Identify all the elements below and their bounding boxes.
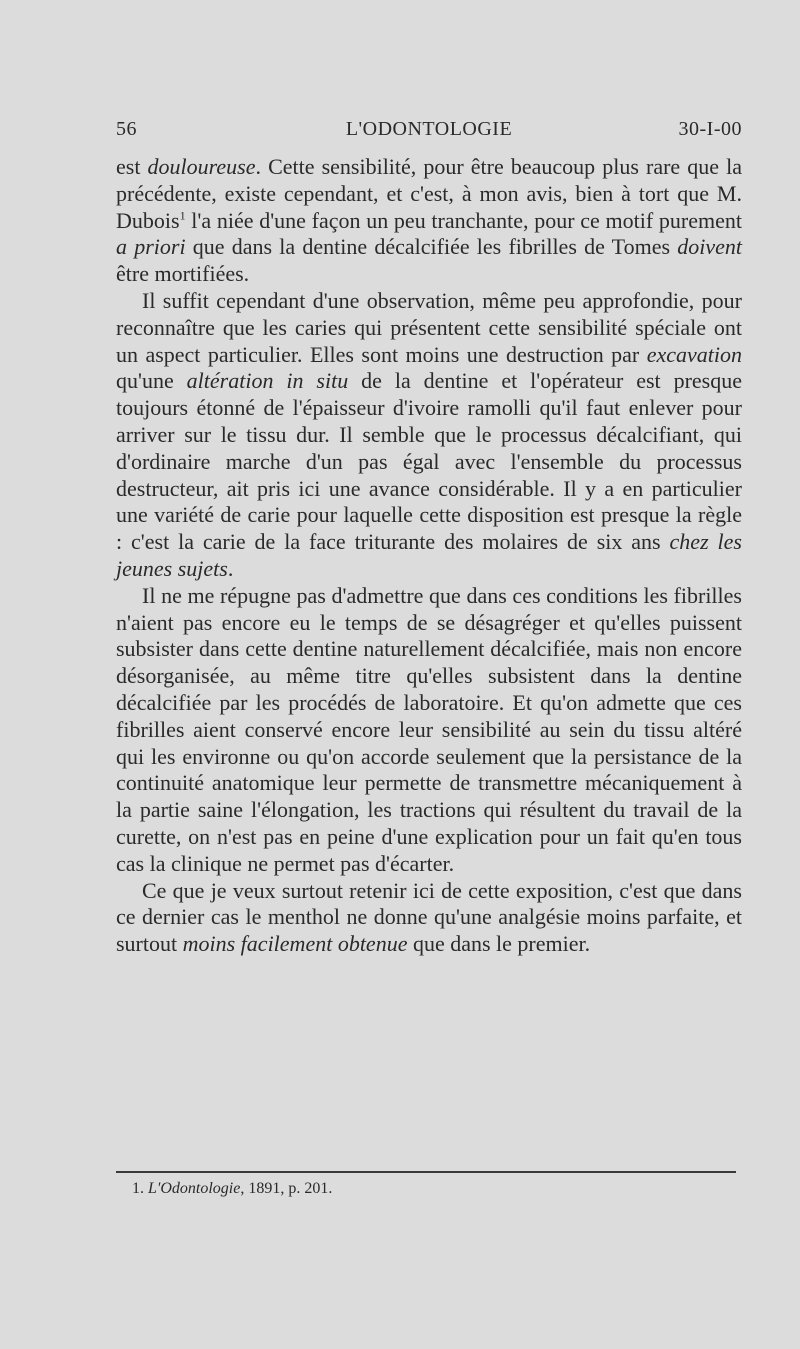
italic-run: chez les jeunes sujets bbox=[116, 529, 742, 581]
italic-run: douloureuse bbox=[147, 154, 256, 179]
footnote-number: 1. bbox=[132, 1180, 148, 1197]
text-run: Ce que je veux surtout retenir ici de cette exposition, c'est que dans ce dernier cas le menthol ne donne qu'une analgésie moins parfaite, et surtout bbox=[116, 877, 742, 957]
italic-run: altération in situ bbox=[186, 368, 349, 394]
footnote-source: L'Odontologie bbox=[148, 1180, 241, 1197]
paragraph-3: Il ne me répugne pas d'admettre que dans ces conditions les fibrilles n'aient pas encore eu le temps de se désagréger et qu'elles puissent subsister dans cette dentine naturellement décalcifiée, mais non encore désorganisée, au même titre qu'elles subsistent dans la dentine décalcifiée par les procédés de laboratoire. Et qu'on admette que ces fibrilles aient conservé encore leur sensibilité au sein du tissu altéré qui les environne ou qu'on accorde seulement que la persistance de la continuité anatomique leur permette de transmettre mécaniquement à la partie saine l'élongation, les tractions qui résultent du travail de la curette, on n'est pas en peine d'une explication pour un fait qu'en tous cas la clinique ne permet pas d'écarter. bbox=[116, 582, 742, 876]
text-run: qu'une bbox=[116, 368, 187, 394]
running-header bbox=[116, 118, 742, 148]
text-run: . bbox=[227, 555, 234, 581]
text-run: être mortifiées. bbox=[116, 261, 250, 287]
paragraph-2 bbox=[116, 288, 742, 583]
text-run: que dans le premier. bbox=[407, 931, 591, 957]
paragraph-4 bbox=[116, 878, 742, 958]
italic-run: moins facilement obtenue bbox=[182, 931, 408, 957]
page-number: 56 bbox=[116, 118, 137, 140]
text-run: Il suffit cependant d'une observation, même peu approfondie, pour reconnaître que les caries qui présentent cette sensibilité spéciale ont un aspect particulier. Elles sont moins une destruction par bbox=[116, 287, 742, 367]
body-text bbox=[116, 154, 742, 958]
italic-run: a priori bbox=[116, 234, 186, 260]
text-run: que dans la dentine décalcifiée les fibrilles de Tomes bbox=[185, 234, 678, 260]
issue-date: 30-I-00 bbox=[678, 118, 742, 140]
footnote-text: , 1891, p. 201. bbox=[240, 1180, 333, 1197]
footnote-divider bbox=[116, 1171, 736, 1173]
footnote bbox=[132, 1180, 732, 1198]
text-run: de la dentine et l'opérateur est presque toujours étonné de l'épaisseur d'ivoire ramolli qu'il faut enlever pour arriver sur le tissu dur. Il semble que le processus décalcifiant, qui d'ordinaire marche d'un pas égal avec l'ensemble du processus destructeur, ait pris ici une avance considérable. Il y a en particulier une variété de carie pour laquelle cette disposition est presque la règle : c'est la carie de la face triturante des molaires de six ans bbox=[116, 368, 743, 555]
text-run: est bbox=[116, 154, 148, 179]
text-run: . Cette sensibilité, pour être beaucoup plus rare que la précédente, existe cependant, et c'est, à mon avis, bien à tort que M. Dubois bbox=[116, 154, 742, 233]
italic-run: doivent bbox=[677, 234, 742, 260]
journal-title: L'ODONTOLOGIE bbox=[345, 118, 513, 140]
footnote-ref: 1 bbox=[179, 208, 186, 223]
paragraph-1 bbox=[116, 154, 742, 288]
italic-run: excavation bbox=[646, 341, 742, 367]
text-run: l'a niée d'une façon un peu tranchante, pour ce motif purement bbox=[185, 207, 742, 233]
